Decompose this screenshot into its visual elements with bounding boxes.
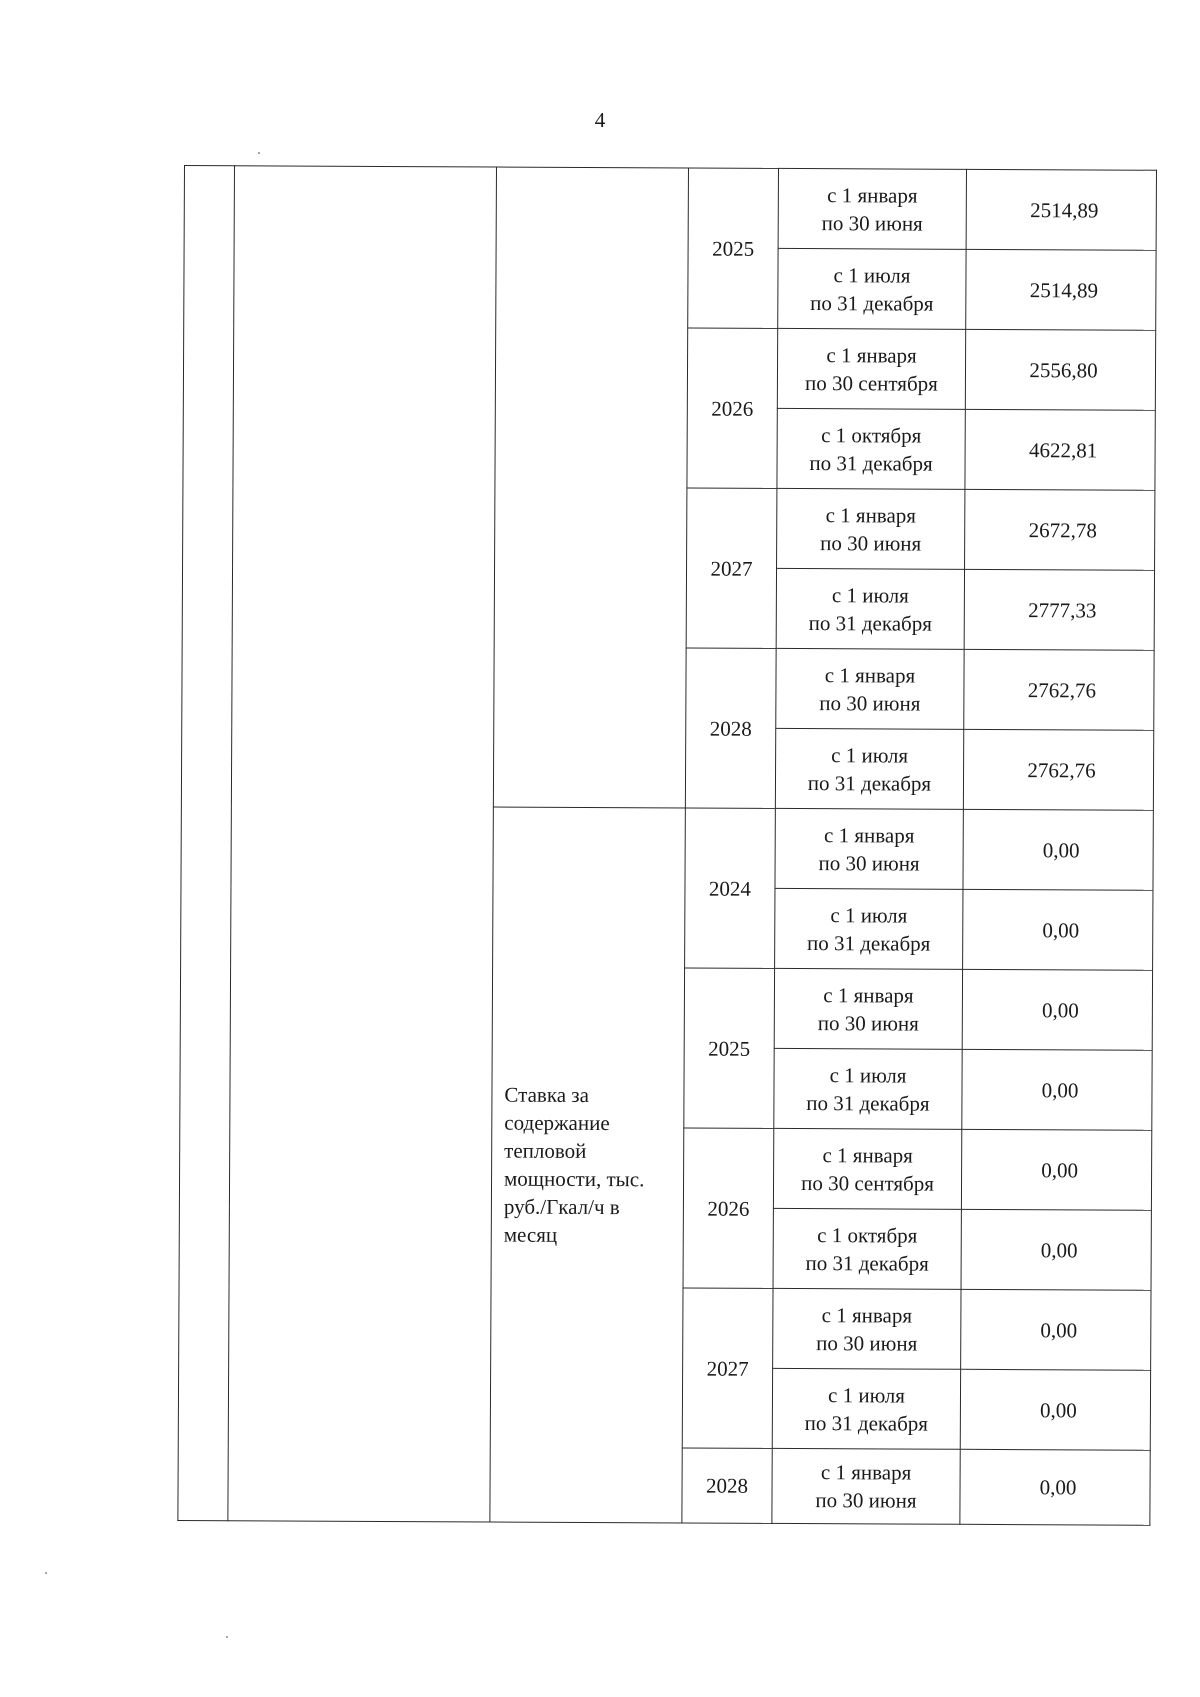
period-cell (775, 808, 963, 889)
period-cell (777, 328, 965, 409)
period-from: с 1 января (821, 1302, 913, 1328)
value-cell: 0,00 (963, 889, 1153, 970)
period-from: с 1 января (820, 1460, 912, 1485)
period-to: по 31 декабря (807, 770, 932, 796)
period-to: по 31 декабря (808, 610, 932, 636)
period-to: по 31 декабря (809, 450, 933, 476)
period-cell (775, 888, 963, 969)
year-cell: 2026 (683, 1128, 774, 1288)
year-cell: 2028 (685, 648, 776, 808)
period-from: с 1 января (824, 822, 915, 848)
scan-speck (258, 152, 260, 154)
period-to: по 30 июня (818, 850, 920, 876)
year-cell: 2027 (682, 1288, 773, 1448)
value-cell: 2556,80 (965, 329, 1155, 410)
period-from: с 1 октября (821, 422, 922, 448)
table-row (184, 166, 1156, 251)
period-cell (776, 568, 964, 649)
period-to: по 30 сентября (804, 370, 938, 396)
blank-number-column (178, 166, 235, 1521)
value-cell: 0,00 (961, 1129, 1151, 1210)
period-to: по 30 июня (816, 1330, 918, 1356)
period-cell (778, 168, 966, 249)
value-cell: 2762,76 (963, 729, 1153, 810)
period-from: с 1 июля (828, 1382, 905, 1408)
period-cell (776, 648, 964, 729)
value-cell: 2514,89 (966, 169, 1156, 250)
period-from: с 1 июля (829, 1062, 907, 1088)
year-cell: 2026 (687, 328, 778, 488)
page-number: 4 (594, 108, 606, 132)
value-cell: 2777,33 (964, 569, 1154, 650)
period-from: с 1 января (825, 502, 917, 528)
period-cell (772, 1368, 960, 1449)
scan-speck (226, 1636, 228, 1638)
period-to: по 31 декабря (806, 930, 931, 956)
period-cell (778, 248, 966, 329)
period-to: по 31 декабря (806, 1090, 930, 1116)
period-cell (774, 968, 962, 1049)
value-cell: 0,00 (961, 1209, 1151, 1290)
period-from: с 1 июля (831, 742, 909, 768)
year-cell: 2025 (688, 168, 779, 328)
value-cell: 0,00 (960, 1369, 1150, 1450)
value-cell: 0,00 (961, 1289, 1151, 1370)
value-cell: 2672,78 (965, 489, 1155, 570)
period-from: с 1 января (827, 182, 918, 208)
period-cell (777, 488, 965, 569)
rate-label-cell: Ставка за содержание тепловой мощности, тыс. руб./Гкал/ч в месяц (490, 807, 685, 1523)
period-to: по 30 сентября (801, 1170, 934, 1196)
period-to: по 30 июня (817, 1010, 919, 1036)
value-cell: 2514,89 (966, 249, 1156, 330)
value-cell: 0,00 (963, 809, 1153, 890)
period-from: с 1 июля (831, 582, 909, 608)
period-cell (775, 728, 963, 809)
period-from: с 1 октября (817, 1222, 918, 1248)
period-cell (777, 408, 965, 489)
period-to: по 30 июня (821, 210, 923, 236)
scan-speck (45, 1572, 47, 1574)
period-from: с 1 января (824, 662, 916, 688)
tariff-table (177, 165, 1157, 1526)
period-from: с 1 июля (830, 902, 908, 928)
year-cell: 2024 (685, 808, 776, 968)
value-cell: 0,00 (962, 969, 1152, 1050)
period-cell (773, 1208, 961, 1289)
year-cell: 2028 (682, 1448, 772, 1523)
value-cell: 0,00 (962, 1049, 1152, 1130)
period-from: с 1 июля (833, 262, 911, 288)
year-cell: 2027 (686, 488, 777, 648)
period-from: с 1 января (826, 342, 917, 368)
period-to: по 31 декабря (804, 1410, 929, 1436)
blank-name-column (228, 166, 497, 1522)
value-cell: 4622,81 (965, 409, 1155, 490)
period-from: с 1 января (822, 1142, 913, 1168)
blank-rate-cell (493, 167, 688, 808)
period-to: по 30 июня (819, 690, 921, 716)
period-from: с 1 января (823, 982, 914, 1008)
period-cell (773, 1128, 961, 1209)
period-to: по 30 июня (820, 530, 922, 556)
year-cell: 2025 (684, 968, 775, 1128)
value-cell: 2762,76 (964, 649, 1154, 730)
period-cell (772, 1448, 960, 1524)
period-cell (774, 1048, 962, 1129)
period-to: по 30 июня (815, 1488, 917, 1513)
period-to: по 31 декабря (805, 1250, 929, 1276)
period-cell (773, 1288, 961, 1369)
value-cell: 0,00 (960, 1449, 1150, 1525)
period-to: по 31 декабря (810, 290, 934, 316)
